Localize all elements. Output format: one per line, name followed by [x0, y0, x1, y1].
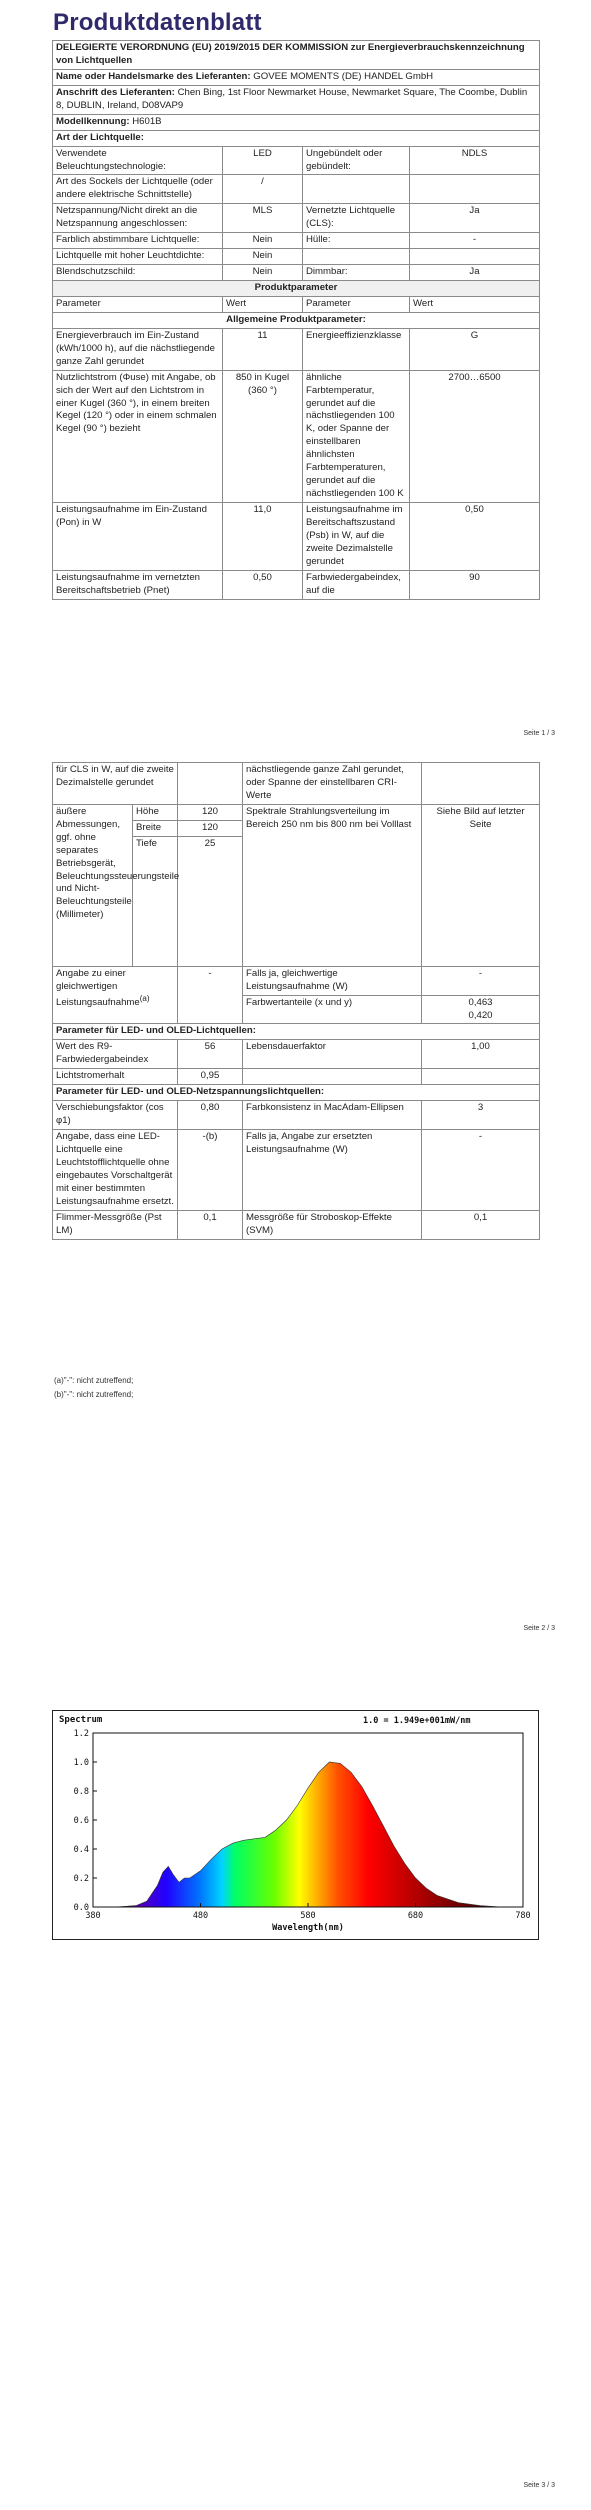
- page-3: [0, 1660, 591, 2510]
- flux-value: 850 in Kugel (360 °): [223, 370, 303, 502]
- anti-glare-value: Nein: [223, 265, 303, 281]
- equiv-power-label: Falls ja, gleichwertige Leistungsaufnahme (W): [243, 966, 422, 995]
- y-tick-label: 0.8: [73, 1787, 89, 1797]
- replace-power-label: Falls ja, Angabe zur ersetzten Leistungsaufnahme (W): [243, 1130, 422, 1211]
- cri-value: 90: [410, 570, 540, 599]
- width-label: Breite: [133, 820, 178, 836]
- strobo-value: 0,1: [422, 1210, 540, 1239]
- page-number-1: Seite 1 / 3: [523, 730, 555, 737]
- power-on-label: Leistungsaufnahme im Ein-Zustand (Pon) in W: [53, 503, 223, 571]
- replace-value: -(b): [178, 1130, 243, 1211]
- col-param-1: Parameter: [53, 296, 223, 312]
- x-tick-label: 780: [515, 1911, 531, 1921]
- socket-value: /: [223, 175, 303, 204]
- x-tick-label: 680: [407, 1911, 424, 1921]
- colour-consistency-label: Farbkonsistenz in MacAdam-Ellipsen: [243, 1101, 422, 1130]
- maint-label: Lichtstromerhalt: [53, 1069, 178, 1085]
- dimmable-label: Dimmbar:: [303, 265, 410, 281]
- technology-label: Verwendete Beleuchtungstechnologie:: [53, 146, 223, 175]
- high-luminance-value: Nein: [223, 249, 303, 265]
- plot-area: [93, 1762, 523, 1907]
- unbundled-value: NDLS: [410, 146, 540, 175]
- equiv-power-value: -: [422, 966, 540, 995]
- survival-label: Lebensdauerfaktor: [243, 1040, 422, 1069]
- socket-label: Art des Sockels der Lichtquelle (oder andere elektrische Schnittstelle): [53, 175, 223, 204]
- footnote-a: (a)"-": nicht zutreffend;: [54, 1376, 134, 1385]
- r9-value: 56: [178, 1040, 243, 1069]
- dimensions-label: äußere Abmessungen, ggf. ohne separates Betriebsgerät, Beleuchtungssteuerungsteile und Nicht-Beleuchtungsteile (Millimeter): [53, 804, 133, 966]
- supplier-name-value: GOVEE MOMENTS (DE) HANDEL GmbH: [253, 70, 434, 82]
- flicker-value: 0,1: [178, 1210, 243, 1239]
- light-source-type-heading: Art der Lichtquelle:: [53, 130, 540, 146]
- high-luminance-label: Lichtquelle mit hoher Leuchtdichte:: [53, 249, 223, 265]
- replace-power-value: -: [422, 1130, 540, 1211]
- chart-title: Spectrum: [59, 1715, 103, 1725]
- unbundled-label: Ungebündelt oder gebündelt:: [303, 146, 410, 175]
- connected-value: Ja: [410, 204, 540, 233]
- envelope-label: Hülle:: [303, 233, 410, 249]
- standby-value: 0,50: [410, 503, 540, 571]
- equiv-value: -: [178, 966, 243, 1024]
- standby-label: Leistungsaufnahme im Bereitschaftszustand (Psb) in W, auf die zweite Dezimalstelle gerundet: [303, 503, 410, 571]
- mains-params-heading: Parameter für LED- und OLED-Netzspannungslichtquellen:: [53, 1085, 540, 1101]
- y-tick-label: 0.4: [73, 1845, 89, 1855]
- colour-tunable-label: Farblich abstimmbare Lichtquelle:: [53, 233, 223, 249]
- replace-label: Angabe, dass eine LED-Lichtquelle eine Leuchtstofflichtquelle ohne eingebautes Vorschaltgerät mit einer bestimmten Leistungsaufnahme ersetzt.: [53, 1130, 178, 1211]
- chroma-label: Farbwertanteile (x und y): [243, 995, 422, 1024]
- spd-value: Siehe Bild auf letzter Seite: [422, 804, 540, 966]
- height-value: 120: [178, 804, 243, 820]
- page-1: [0, 0, 591, 760]
- x-tick-label: 480: [192, 1911, 209, 1921]
- y-tick-label: 0.2: [73, 1874, 89, 1884]
- page-number-3: Seite 3 / 3: [523, 2482, 555, 2489]
- flux-label: Nutzlichtstrom (Φuse) mit Angabe, ob sich der Wert auf den Lichtstrom in einer Kugel (360 °), in einem breiten Kegel (120 °) oder in einem schmalen Kegel (90 °) bezieht: [53, 370, 223, 502]
- depth-label: Tiefe: [133, 836, 178, 966]
- spectrum-area: [93, 1762, 523, 1907]
- supplier-name-row: Name oder Handelsmarke des Lieferanten: GOVEE MOMENTS (DE) HANDEL GmbH: [53, 69, 540, 85]
- model-value: H601B: [132, 115, 162, 127]
- connected-label: Vernetzte Lichtquelle (CLS):: [303, 204, 410, 233]
- depth-value: 25: [178, 836, 243, 966]
- x-tick-label: 580: [300, 1911, 316, 1921]
- regulation-heading: DELEGIERTE VERORDNUNG (EU) 2019/2015 DER KOMMISSION zur Energieverbrauchskennzeichnung von Lichtquellen: [53, 41, 540, 70]
- cct-value: 2700…6500: [410, 370, 540, 502]
- power-on-value: 11,0: [223, 503, 303, 571]
- colour-consistency-value: 3: [422, 1101, 540, 1130]
- r9-label: Wert des R9-Farbwiedergabeindex: [53, 1040, 178, 1069]
- general-params-heading: Allgemeine Produktparameter:: [53, 312, 540, 328]
- led-params-heading: Parameter für LED- und OLED-Lichtquellen:: [53, 1024, 540, 1040]
- supplier-address-value: Chen Bing, 1st Floor Newmarket House, Newmarket Square, The Coombe, Dublin 8, DUBLIN, Ireland, D08VAP9: [56, 86, 528, 111]
- cri-cont: nächstliegende ganze Zahl gerundet, oder Spanne der einstellbaren CRI-Werte: [243, 763, 422, 805]
- page-number-2: Seite 2 / 3: [523, 1625, 555, 1632]
- maint-value: 0,95: [178, 1069, 243, 1085]
- col-param-2: Parameter: [303, 296, 410, 312]
- energy-class-value: G: [410, 328, 540, 370]
- survival-value: 1,00: [422, 1040, 540, 1069]
- chroma-values: [422, 995, 540, 1024]
- y-tick-label: 1.0: [73, 1758, 89, 1768]
- y-tick-label: 0.6: [73, 1816, 89, 1826]
- technology-value: LED: [223, 146, 303, 175]
- height-label: Höhe: [133, 804, 178, 820]
- net-standby-label: Leistungsaufnahme im vernetzten Bereitschaftsbetrieb (Pnet): [53, 570, 223, 599]
- chart-scale-note: 1.0 = 1.949e+001mW/nm: [363, 1716, 471, 1726]
- y-tick-label: 1.2: [73, 1729, 89, 1739]
- energy-use-value: 11: [223, 328, 303, 370]
- dimmable-value: Ja: [410, 265, 540, 281]
- col-value-2: Wert: [410, 296, 540, 312]
- datasheet-table-1: [52, 40, 540, 600]
- cct-label: ähnliche Farbtemperatur, gerundet auf die nächstliegenden 100 K, oder Spanne der einstellbaren ähnlichsten Farbtemperaturen, gerundet auf die nächstliegenden 100 K: [303, 370, 410, 502]
- width-value: 120: [178, 820, 243, 836]
- colour-tunable-value: Nein: [223, 233, 303, 249]
- mains-value: MLS: [223, 204, 303, 233]
- flicker-label: Flimmer-Messgröße (Pst LM): [53, 1210, 178, 1239]
- spectrum-svg: [53, 1711, 538, 1939]
- footnote-b: (b)"-": nicht zutreffend;: [54, 1390, 134, 1399]
- energy-class-label: Energieeffizienzklasse: [303, 328, 410, 370]
- spectrum-chart: [52, 1710, 539, 1940]
- page-2: [0, 760, 591, 1660]
- supplier-address-row: Anschrift des Lieferanten: Chen Bing, 1st Floor Newmarket House, Newmarket Square, The Coombe, Dublin 8, DUBLIN, Ireland, D08VAP9: [53, 85, 540, 114]
- spd-label: Spektrale Strahlungsverteilung im Bereich 250 nm bis 800 nm bei Volllast: [243, 804, 422, 966]
- document-title: Produktdatenblatt: [53, 9, 262, 36]
- envelope-value: -: [410, 233, 540, 249]
- anti-glare-label: Blendschutzschild:: [53, 265, 223, 281]
- displacement-label: Verschiebungsfaktor (cos φ1): [53, 1101, 178, 1130]
- model-row: Modellkennung: H601B: [53, 114, 540, 130]
- net-standby-cont: für CLS in W, auf die zweite Dezimalstelle gerundet: [53, 763, 178, 805]
- strobo-label: Messgröße für Stroboskop-Effekte (SVM): [243, 1210, 422, 1239]
- y-tick-label: 0.0: [73, 1903, 89, 1913]
- col-value-1: Wert: [223, 296, 303, 312]
- mains-label: Netzspannung/Nicht direkt an die Netzspannung angeschlossen:: [53, 204, 223, 233]
- product-params-heading: Produktparameter: [53, 281, 540, 297]
- displacement-value: 0,80: [178, 1101, 243, 1130]
- x-axis-label: Wavelength(nm): [272, 1923, 344, 1933]
- datasheet-table-2: [52, 762, 540, 1240]
- chroma-x: 0,463: [468, 996, 493, 1008]
- net-standby-value: 0,50: [223, 570, 303, 599]
- chroma-y: 0,420: [468, 1009, 493, 1021]
- x-tick-label: 380: [85, 1911, 101, 1921]
- equiv-label: Angabe zu einer gleichwertigen Leistungsaufnahme$^{(a)}$: [53, 966, 178, 1024]
- energy-use-label: Energieverbrauch im Ein-Zustand (kWh/1000 h), auf die nächstliegende ganze Zahl gerundet: [53, 328, 223, 370]
- cri-label: Farbwiedergabeindex, auf die: [303, 570, 410, 599]
